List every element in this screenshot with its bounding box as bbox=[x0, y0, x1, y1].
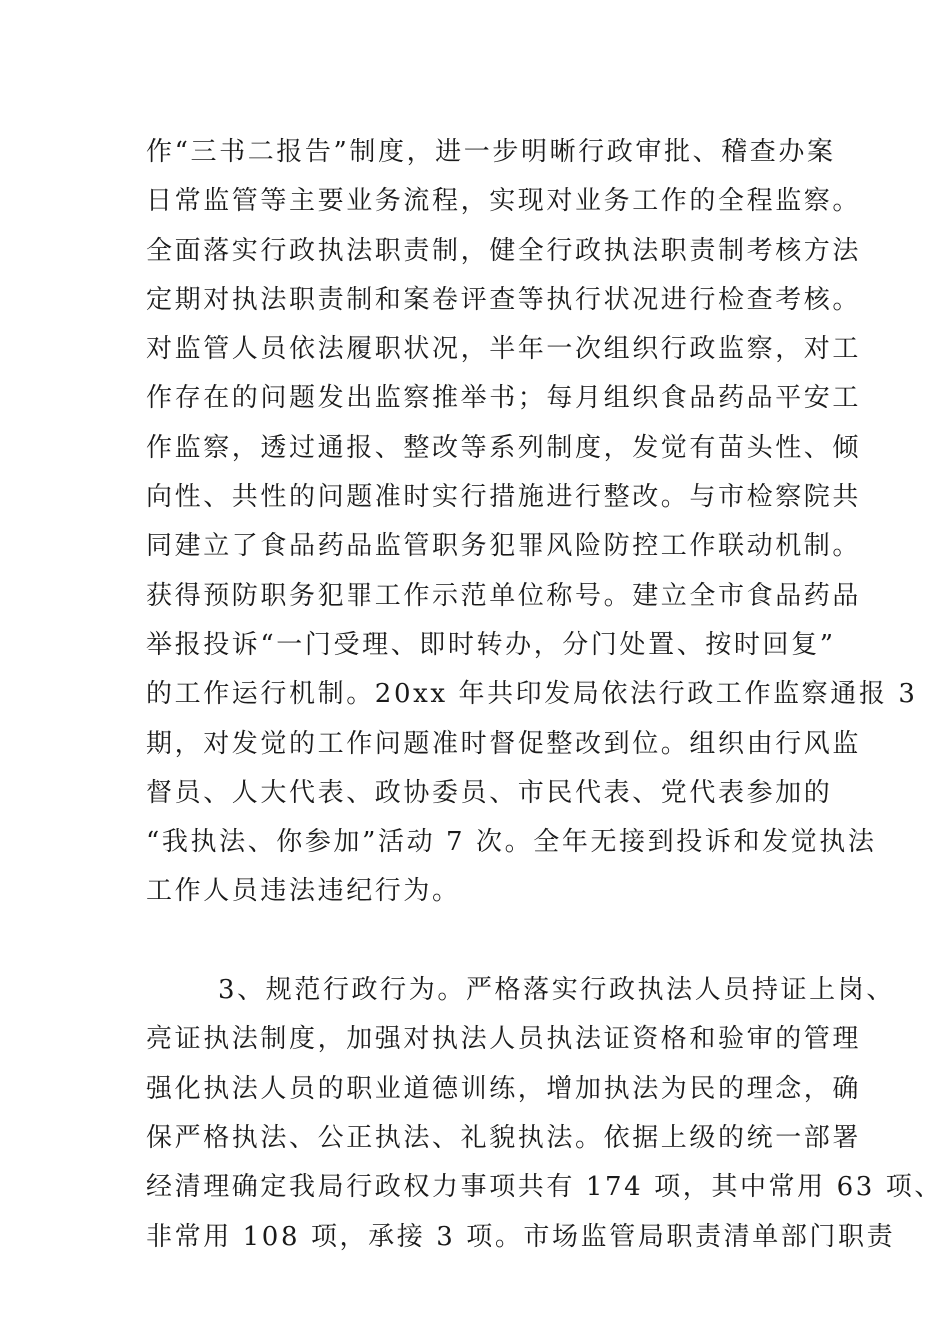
text-line: 获得预防职务犯罪工作示范单位称号。建立全市食品药品 bbox=[146, 580, 862, 611]
text-line: “我执法、你参加”活动 7 次。全年无接到投诉和发觉执法 bbox=[146, 827, 877, 858]
paragraph-gap bbox=[146, 917, 846, 966]
paragraph-heading-line: 3、规范行政行为。严格落实行政执法人员持证上岗、 bbox=[218, 975, 895, 1006]
text-line: 对监管人员依法履职状况，半年一次组织行政监察，对工 bbox=[146, 334, 862, 365]
text-line: 亮证执法制度，加强对执法人员执法证资格和验审的管理 bbox=[146, 1024, 862, 1055]
document-body bbox=[146, 128, 943, 1262]
text-line: 非常用 108 项，承接 3 项。市场监管局职责清单部门职责 bbox=[146, 1221, 896, 1252]
text-line: 督员、人大代表、政协委员、市民代表、党代表参加的 bbox=[146, 777, 833, 808]
text-line: 全面落实行政执法职责制，健全行政执法职责制考核方法 bbox=[146, 235, 862, 266]
text-line: 的工作运行机制。20xx 年共印发局依法行政工作监察通报 3 bbox=[146, 679, 918, 710]
text-line: 经清理确定我局行政权力事项共有 174 项，其中常用 63 项、 bbox=[146, 1172, 943, 1203]
text-line: 日常监管等主要业务流程，实现对业务工作的全程监察。 bbox=[146, 186, 862, 217]
text-line: 举报投诉“一门受理、即时转办，分门处置、按时回复” bbox=[146, 629, 836, 660]
text-line: 作监察，透过通报、整改等系列制度，发觉有苗头性、倾 bbox=[146, 432, 862, 463]
text-line: 期，对发觉的工作问题准时督促整改到位。组织由行风监 bbox=[146, 728, 862, 759]
text-line: 作“三书二报告”制度，进一步明晰行政审批、稽查办案 bbox=[146, 137, 836, 167]
text-line: 向性、共性的问题准时实行措施进行整改。与市检察院共 bbox=[146, 482, 862, 513]
text-line: 保严格执法、公正执法、礼貌执法。依据上级的统一部署 bbox=[146, 1122, 862, 1153]
text-line: 强化执法人员的职业道德训练，增加执法为民的理念，确 bbox=[146, 1073, 862, 1104]
text-line: 同建立了食品药品监管职务犯罪风险防控工作联动机制。 bbox=[146, 531, 862, 562]
text-line: 工作人员违法违纪行为。 bbox=[146, 876, 461, 907]
text-line: 定期对执法职责制和案卷评查等执行状况进行检查考核。 bbox=[146, 284, 862, 315]
text-line: 作存在的问题发出监察推举书；每月组织食品药品平安工 bbox=[146, 383, 862, 414]
